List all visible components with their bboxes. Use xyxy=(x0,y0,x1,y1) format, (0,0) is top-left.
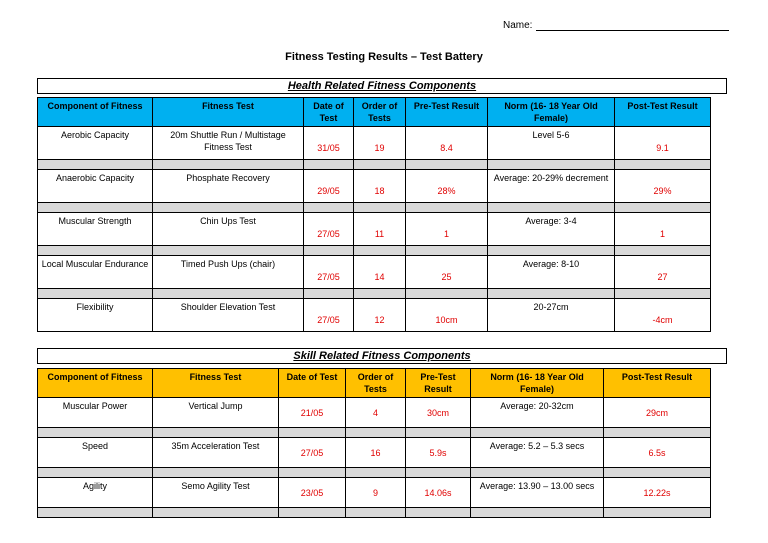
gap-row xyxy=(38,203,711,213)
col-norm: Norm (16- 18 Year Old Female) xyxy=(488,98,615,127)
cell-pre: 8.4 xyxy=(406,127,488,160)
cell-component: Speed xyxy=(38,438,153,468)
cell-order: 18 xyxy=(354,170,406,203)
cell-test: 20m Shuttle Run / Multistage Fitness Test xyxy=(153,127,304,160)
cell-post: 29% xyxy=(615,170,711,203)
table-row xyxy=(38,299,711,332)
health-header-row xyxy=(38,98,711,127)
cell-component: Aerobic Capacity xyxy=(38,127,153,160)
gap-row xyxy=(38,468,711,478)
cell-date: 27/05 xyxy=(304,213,354,246)
table-row xyxy=(38,256,711,289)
cell-test: Shoulder Elevation Test xyxy=(153,299,304,332)
cell-test: Vertical Jump xyxy=(153,398,279,428)
cell-component: Agility xyxy=(38,478,153,508)
table-row xyxy=(38,478,711,508)
skill-section-title: Skill Related Fitness Components xyxy=(37,348,727,364)
cell-date: 27/05 xyxy=(304,256,354,289)
cell-post: 27 xyxy=(615,256,711,289)
cell-order: 12 xyxy=(354,299,406,332)
skill-header-row xyxy=(38,369,711,398)
cell-order: 4 xyxy=(346,398,406,428)
name-underline xyxy=(536,20,729,31)
col-component: Component of Fitness xyxy=(38,369,153,398)
cell-component: Muscular Strength xyxy=(38,213,153,246)
cell-norm: Level 5-6 xyxy=(488,127,615,160)
cell-order: 19 xyxy=(354,127,406,160)
col-fitness-test: Fitness Test xyxy=(153,98,304,127)
cell-post: 9.1 xyxy=(615,127,711,160)
name-field xyxy=(503,20,729,31)
cell-norm: Average: 3-4 xyxy=(488,213,615,246)
cell-date: 23/05 xyxy=(279,478,346,508)
cell-norm: Average: 20-29% decrement xyxy=(488,170,615,203)
cell-date: 21/05 xyxy=(279,398,346,428)
cell-test: 35m Acceleration Test xyxy=(153,438,279,468)
cell-test: Timed Push Ups (chair) xyxy=(153,256,304,289)
cell-date: 27/05 xyxy=(304,299,354,332)
cell-date: 31/05 xyxy=(304,127,354,160)
gap-row xyxy=(38,508,711,518)
cell-post: -4cm xyxy=(615,299,711,332)
cell-component: Muscular Power xyxy=(38,398,153,428)
col-order: Order of Tests xyxy=(346,369,406,398)
col-post-test: Post-Test Result xyxy=(615,98,711,127)
health-table xyxy=(37,97,711,332)
health-section-title: Health Related Fitness Components xyxy=(37,78,727,94)
cell-pre: 14.06s xyxy=(406,478,471,508)
cell-component: Anaerobic Capacity xyxy=(38,170,153,203)
col-pre-test: Pre-Test Result xyxy=(406,98,488,127)
cell-order: 16 xyxy=(346,438,406,468)
table-row xyxy=(38,398,711,428)
cell-pre: 1 xyxy=(406,213,488,246)
col-pre-test: Pre-Test Result xyxy=(406,369,471,398)
col-date: Date of Test xyxy=(304,98,354,127)
cell-component: Flexibility xyxy=(38,299,153,332)
cell-date: 29/05 xyxy=(304,170,354,203)
cell-norm: Average: 8-10 xyxy=(488,256,615,289)
cell-test: Semo Agility Test xyxy=(153,478,279,508)
name-label: Name: xyxy=(503,20,533,31)
col-post-test: Post-Test Result xyxy=(604,369,711,398)
cell-order: 11 xyxy=(354,213,406,246)
cell-order: 14 xyxy=(354,256,406,289)
cell-date: 27/05 xyxy=(279,438,346,468)
cell-pre: 30cm xyxy=(406,398,471,428)
cell-norm: Average: 5.2 – 5.3 secs xyxy=(471,438,604,468)
col-norm: Norm (16- 18 Year Old Female) xyxy=(471,369,604,398)
table-row xyxy=(38,170,711,203)
cell-post: 1 xyxy=(615,213,711,246)
cell-norm: Average: 13.90 – 13.00 secs xyxy=(471,478,604,508)
cell-post: 6.5s xyxy=(604,438,711,468)
gap-row xyxy=(38,160,711,170)
gap-row xyxy=(38,289,711,299)
col-order: Order of Tests xyxy=(354,98,406,127)
gap-row xyxy=(38,246,711,256)
cell-pre: 10cm xyxy=(406,299,488,332)
cell-test: Chin Ups Test xyxy=(153,213,304,246)
cell-pre: 5.9s xyxy=(406,438,471,468)
cell-component: Local Muscular Endurance xyxy=(38,256,153,289)
col-date: Date of Test xyxy=(279,369,346,398)
cell-pre: 28% xyxy=(406,170,488,203)
table-row xyxy=(38,127,711,160)
cell-post: 12.22s xyxy=(604,478,711,508)
skill-table xyxy=(37,368,711,518)
table-row xyxy=(38,213,711,246)
col-fitness-test: Fitness Test xyxy=(153,369,279,398)
cell-test: Phosphate Recovery xyxy=(153,170,304,203)
cell-pre: 25 xyxy=(406,256,488,289)
col-component: Component of Fitness xyxy=(38,98,153,127)
cell-norm: 20-27cm xyxy=(488,299,615,332)
document-title: Fitness Testing Results – Test Battery xyxy=(285,51,483,63)
gap-row xyxy=(38,428,711,438)
table-row xyxy=(38,438,711,468)
cell-order: 9 xyxy=(346,478,406,508)
cell-post: 29cm xyxy=(604,398,711,428)
cell-norm: Average: 20-32cm xyxy=(471,398,604,428)
